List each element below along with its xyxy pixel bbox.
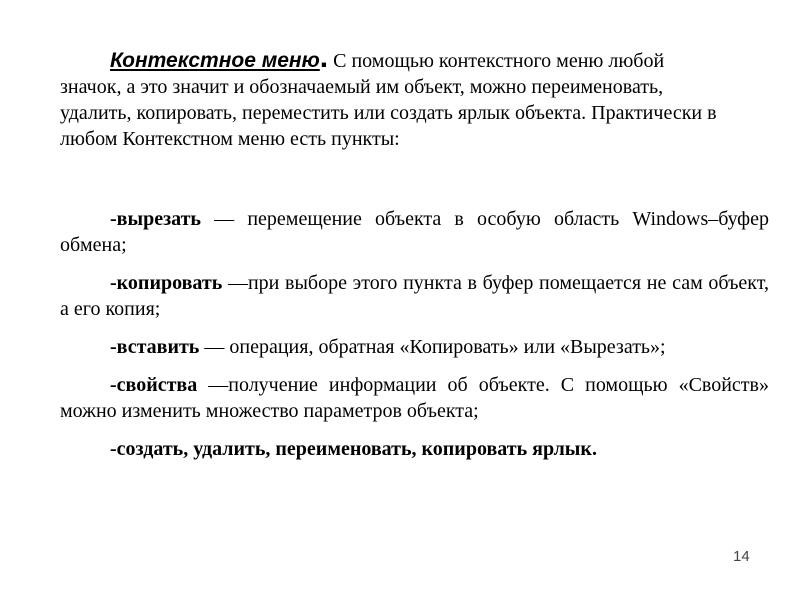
- menu-items-list: [60, 206, 769, 474]
- page-number: 14: [733, 548, 750, 565]
- list-item: [60, 206, 769, 258]
- list-item: [60, 334, 769, 360]
- item-description: — перемещение объекта в особую область Windows–буфер обмена;: [60, 208, 769, 256]
- item-description: —получение информации об объекте. С помощью «Свойств» можно изменить множество параметров объекта;: [60, 374, 769, 422]
- item-description: — операция, обратная «Копировать» или «Вырезать»;: [199, 336, 666, 358]
- item-description: —при выборе этого пункта в буфер помещается не сам объект, а его копия;: [60, 272, 769, 320]
- intro-paragraph: [60, 41, 720, 152]
- section-heading: Контекстное меню: [110, 49, 320, 72]
- item-term: -вырезать: [110, 208, 201, 230]
- list-item: [60, 372, 769, 424]
- list-item: [60, 270, 769, 322]
- item-term: -свойства: [110, 374, 198, 396]
- item-term: -создать, удалить, переименовать, копировать ярлык.: [110, 438, 597, 460]
- item-term: -вставить: [110, 336, 200, 358]
- heading-dot: .: [319, 41, 329, 74]
- intro-text: С помощью контекстного меню любой значок, а это значит и обозначаемый им объект, можно переименовать, удалить, копировать, переместить или создать ярлык объекта. Практически в любом Контекстном меню есть пункты:: [60, 50, 717, 150]
- list-item: [60, 436, 769, 462]
- item-term: -копировать: [110, 272, 223, 294]
